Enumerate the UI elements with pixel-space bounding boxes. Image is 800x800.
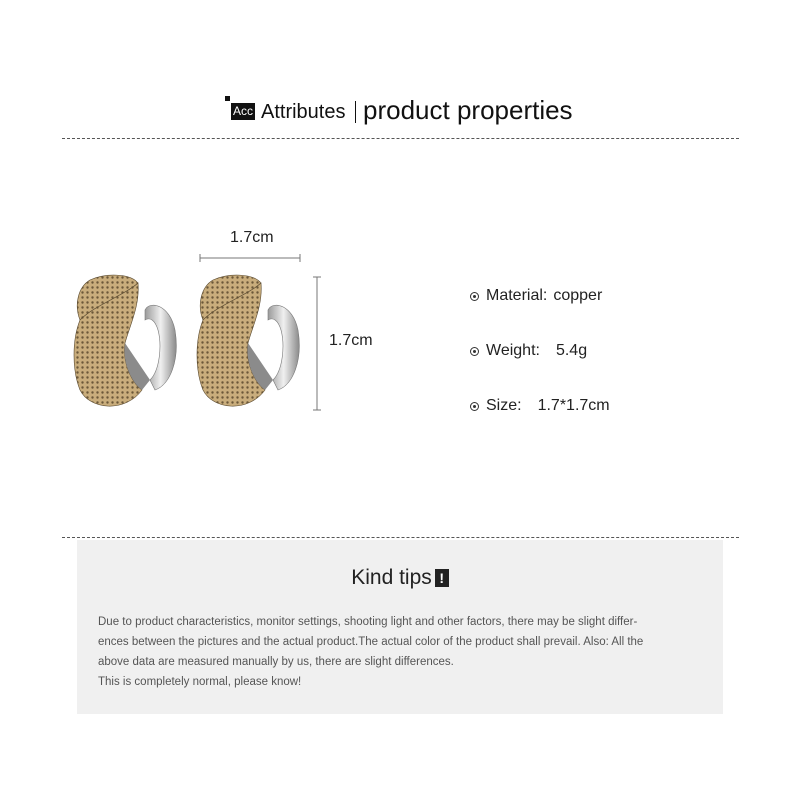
tips-line: This is completely normal, please know! bbox=[98, 676, 302, 688]
property-weight bbox=[470, 339, 587, 363]
header-dot-icon bbox=[225, 96, 230, 101]
property-name: Material: bbox=[486, 287, 548, 304]
earring-right bbox=[197, 275, 299, 406]
divider-top bbox=[62, 138, 739, 139]
property-size bbox=[470, 394, 610, 418]
tips-title-text: Kind tips bbox=[351, 566, 432, 589]
product-image bbox=[70, 225, 400, 425]
property-name: Weight: bbox=[486, 342, 540, 359]
exclamation-icon: ! bbox=[435, 569, 449, 587]
earrings-illustration bbox=[70, 225, 400, 425]
property-material bbox=[470, 284, 602, 308]
tips-title bbox=[77, 566, 723, 590]
kind-tips-panel bbox=[77, 540, 723, 714]
earring-left bbox=[74, 275, 176, 406]
bullet-icon bbox=[470, 292, 479, 301]
tips-body bbox=[98, 612, 708, 692]
property-name: Size: bbox=[486, 397, 522, 414]
height-label: 1.7cm bbox=[329, 332, 373, 349]
section-header bbox=[0, 92, 800, 132]
property-value: copper bbox=[553, 287, 603, 304]
tips-line: ences between the pictures and the actual product.The actual color of the product shall prevail. Also: All the bbox=[98, 636, 644, 648]
bullet-icon bbox=[470, 402, 479, 411]
header-separator bbox=[355, 101, 356, 123]
bullet-icon bbox=[470, 347, 479, 356]
tips-line: above data are measured manually by us, there are slight differences. bbox=[98, 656, 454, 668]
page-title: product properties bbox=[363, 95, 573, 125]
header-label: Attributes bbox=[261, 101, 346, 123]
property-value: 1.7*1.7cm bbox=[537, 397, 610, 414]
divider-bottom bbox=[62, 537, 739, 538]
tips-line: Due to product characteristics, monitor settings, shooting light and other factors, there may be slight differ- bbox=[98, 616, 638, 628]
property-value: 5.4g bbox=[555, 342, 588, 359]
header-badge: Acc bbox=[233, 104, 254, 118]
width-label: 1.7cm bbox=[230, 229, 274, 246]
